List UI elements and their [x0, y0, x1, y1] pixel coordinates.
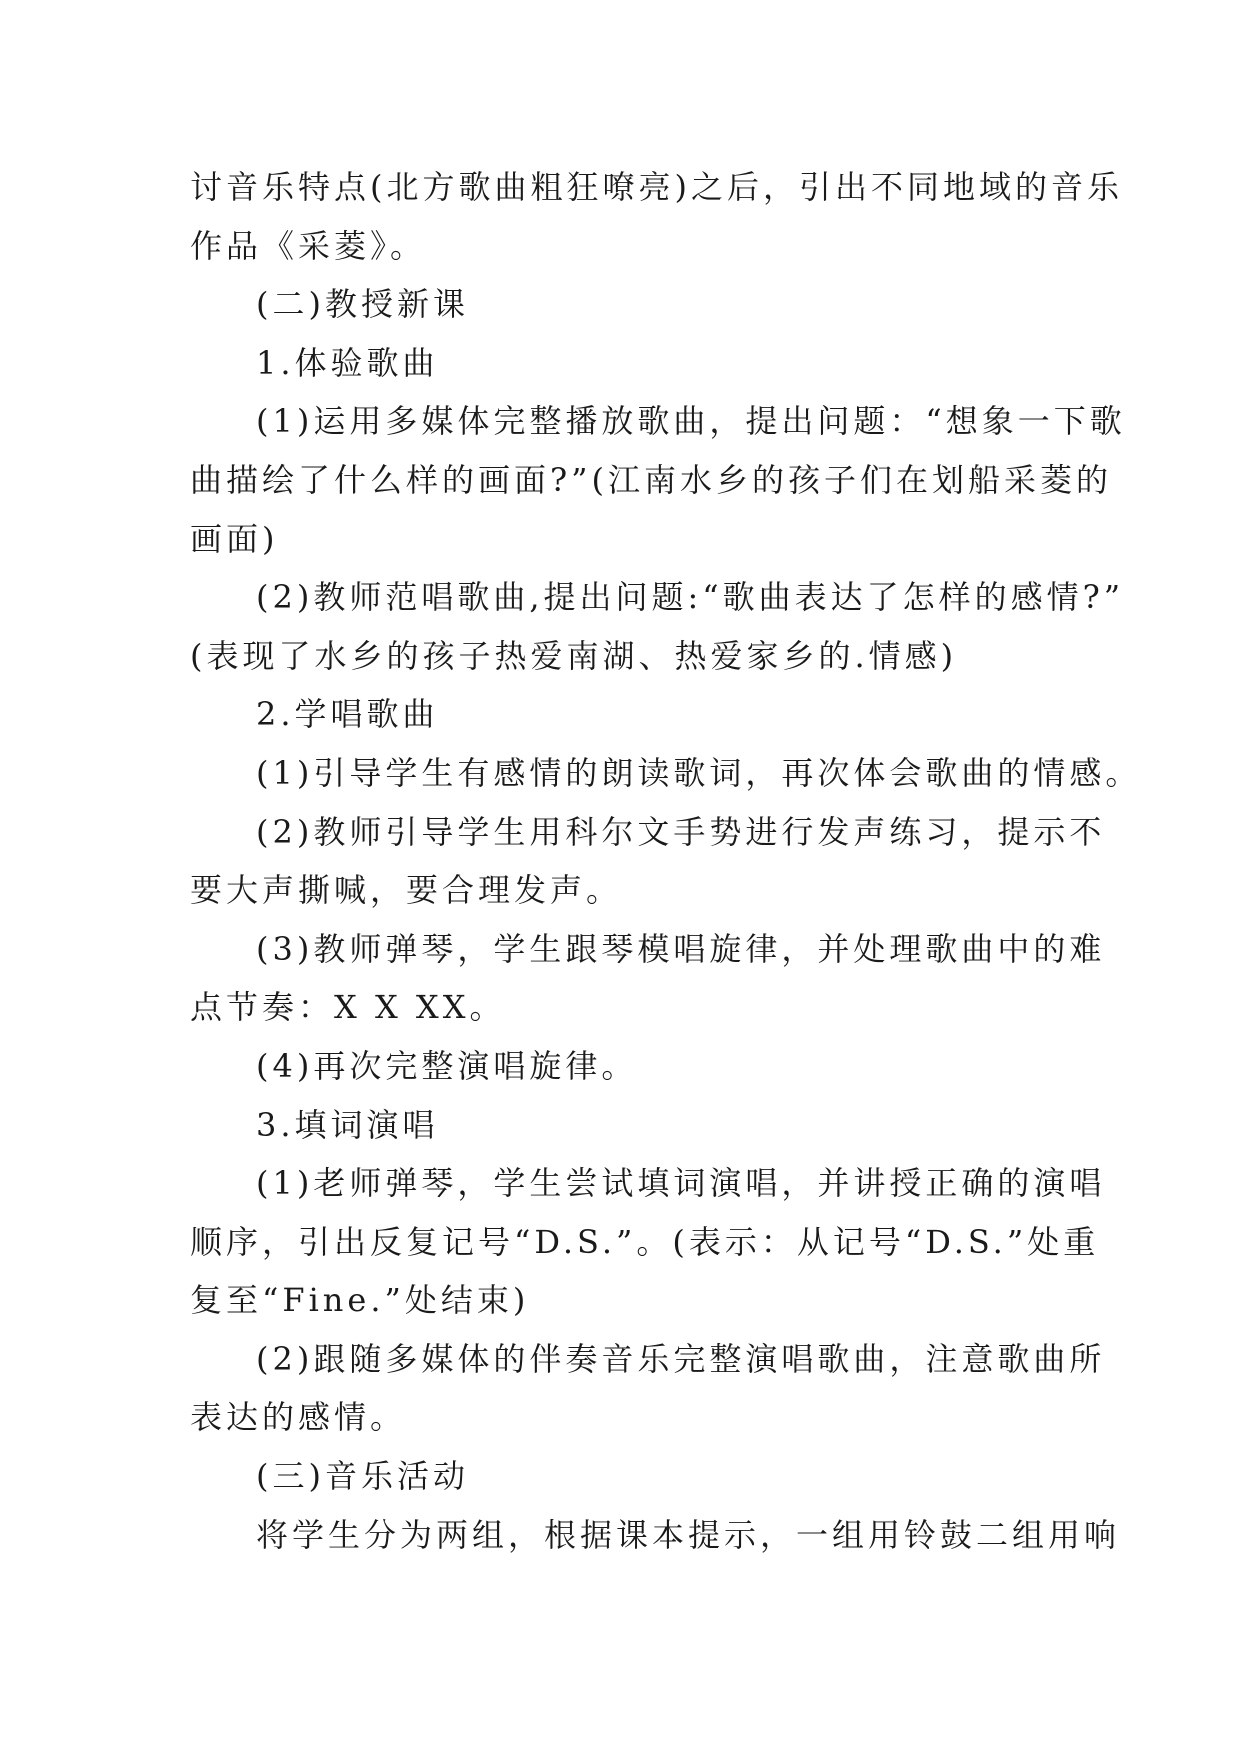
- text-line: 表达的感情。: [190, 1398, 407, 1437]
- text-line: 画面): [190, 519, 279, 558]
- text-line: 点节奏：X X XX。: [190, 988, 506, 1027]
- section-heading: (三)音乐活动: [256, 1457, 469, 1496]
- text-line: 讨音乐特点(北方歌曲粗狂嘹亮)之后，引出不同地域的音乐: [190, 168, 1123, 206]
- text-line: (1)老师弹琴，学生尝试填词演唱，并讲授正确的演唱: [256, 1164, 1106, 1203]
- text-line: (4)再次完整演唱旋律。: [256, 1046, 638, 1085]
- subsection-heading: 2.学唱歌曲: [256, 695, 439, 734]
- text-line: (1)运用多媒体完整播放歌曲，提出问题：“想象一下歌: [256, 402, 1126, 441]
- document-page: [190, 158, 1142, 1564]
- text-line: 顺序，引出反复记号“D.S.”。(表示：从记号“D.S.”处重: [190, 1222, 1100, 1261]
- subsection-heading: 3.填词演唱: [256, 1105, 439, 1144]
- text-line: 将学生分为两组，根据课本提示，一组用铃鼓二组用响: [256, 1515, 1121, 1554]
- text-line: 曲描绘了什么样的画面?”(江南水乡的孩子们在划船采菱的: [190, 460, 1113, 499]
- text-line: (2)教师范唱歌曲,提出问题:“歌曲表达了怎样的感情?”: [256, 578, 1125, 617]
- subsection-heading: 1.体验歌曲: [256, 343, 439, 382]
- section-heading: (二)教授新课: [256, 285, 469, 324]
- text-line: (2)跟随多媒体的伴奏音乐完整演唱歌曲，注意歌曲所: [256, 1339, 1106, 1378]
- text-line: 作品《采菱》。: [190, 226, 427, 265]
- text-line: 复至“Fine.”处结束): [190, 1281, 530, 1320]
- text-line: (表现了水乡的孩子热爱南湖、热爱家乡的.情感): [190, 636, 958, 675]
- text-line: (1)引导学生有感情的朗读歌词，再次体会歌曲的情感。: [256, 753, 1142, 792]
- text-line: 要大声撕喊，要合理发声。: [190, 871, 623, 910]
- text-line: (2)教师引导学生用科尔文手势进行发声练习，提示不: [256, 812, 1106, 851]
- text-line: (3)教师弹琴，学生跟琴模唱旋律，并处理歌曲中的难: [256, 929, 1106, 968]
